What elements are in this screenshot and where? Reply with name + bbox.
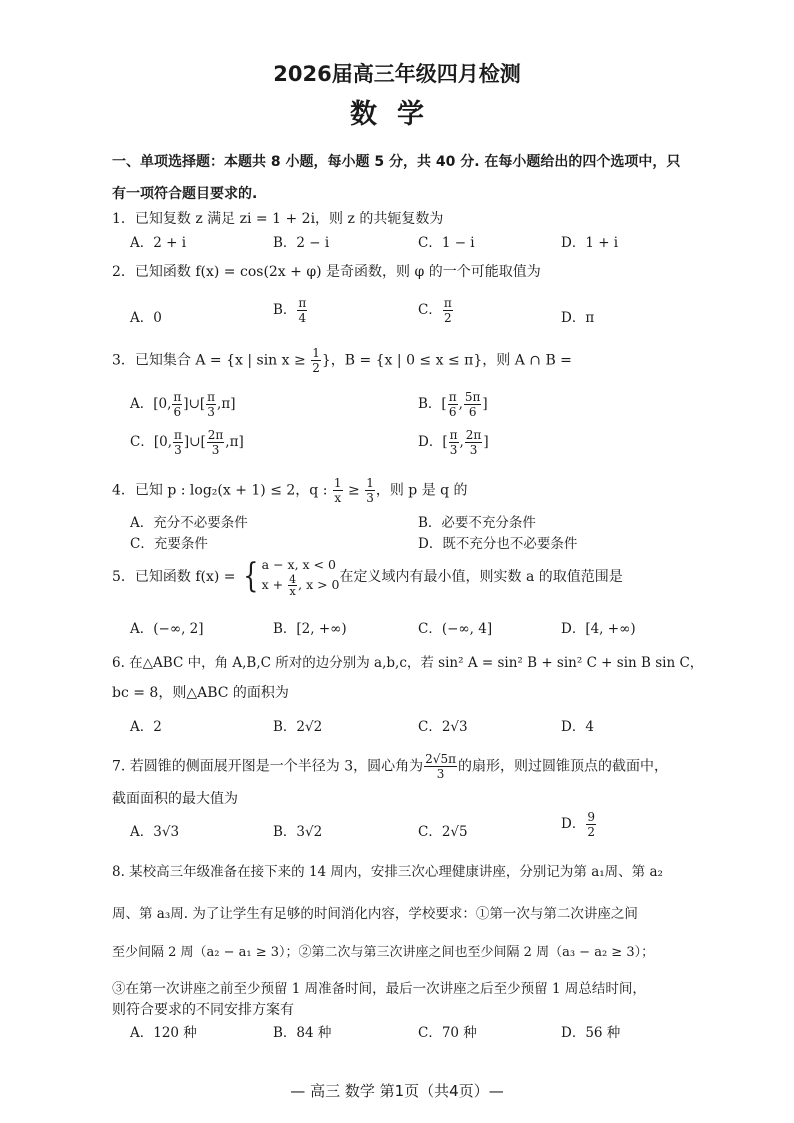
question-7-option-b: B．3√2 <box>273 824 323 840</box>
question-1-option-c: C．1 − i <box>418 235 475 251</box>
section-heading-line-2: 有一项符合题目要求的. <box>112 186 258 202</box>
option-label: B． <box>273 302 297 318</box>
question-8-option-b: B．84 种 <box>273 1025 332 1041</box>
question-2-option-a: A．0 <box>130 310 162 326</box>
question-8-line-3: 至少间隔 2 周（a₂ − a₁ ≥ 3）；②第二次与第三次讲座之间也至少间隔 2 周（a₃ − a₂ ≥ 3）； <box>112 945 655 960</box>
question-5-option-b: B．[2, +∞) <box>273 621 347 637</box>
question-8-line-2: 周、第 a₃周. 为了让学生有足够的时间消化内容，学校要求：①第一次与第二次讲座之间 <box>112 906 638 922</box>
fraction: $\frac{9}{2}$ <box>587 810 595 839</box>
piecewise-cases: a − x, x < 0 x + $\frac{4}{x}$ , x > 0 <box>261 557 340 598</box>
question-2-option-d: D．π <box>561 310 595 326</box>
question-8-option-c: C．70 种 <box>418 1025 477 1041</box>
question-8-line-4: ③在第一次讲座之前至少预留 1 周准备时间，最后一次讲座之后至少预留 1 周总结时间， <box>112 981 646 997</box>
question-2-stem: 2．已知函数 f(x) = cos(2x + φ) 是奇函数，则 φ 的一个可能取值为 <box>112 264 541 280</box>
question-1-option-b: B．2 − i <box>273 235 330 251</box>
piecewise-brace: { <box>243 556 259 596</box>
page-footer: — 高三 数学 第1页（共4页）— <box>290 1082 504 1100</box>
question-5-option-d: D．[4, +∞) <box>561 621 636 637</box>
question-3-stem: 3．已知集合 A = {x | sin x ≥ $\frac{1}{2}$ }，B = {x | 0 ≤ x ≤ π}，则 A ∩ B = <box>112 346 572 375</box>
question-4-option-d: D．既不充分也不必要条件 <box>418 536 578 552</box>
question-4-option-a: A．充分不必要条件 <box>130 515 248 531</box>
question-4-option-b: B．必要不充分条件 <box>418 515 536 531</box>
question-4-option-c: C．充要条件 <box>130 536 208 552</box>
question-8-line-1: 8. 某校高三年级准备在接下来的 14 周内，安排三次心理健康讲座，分别记为第 a₁周、第 a₂ <box>112 864 663 880</box>
question-3-option-b: B．[ $\frac{\pi}{6}$ , $\frac{5\pi}{6}$ ] <box>418 390 488 419</box>
fraction: $\frac{1}{2}$ <box>312 346 320 375</box>
question-5-stem: 5．已知函数 f(x) = { a − x, x < 0 x + $\frac{4}{x}$ , x > 0 在定义域内有最小值，则实数 a 的取值范围是 <box>112 556 623 598</box>
question-7-option-c: C．2√5 <box>418 824 468 840</box>
question-1-stem: 1．已知复数 z 满足 zi = 1 + 2i，则 z 的共轭复数为 <box>112 211 444 227</box>
question-8-option-a: A．120 种 <box>130 1025 197 1041</box>
question-6-option-a: A．2 <box>130 719 162 735</box>
subject-title: 数学 <box>350 99 444 130</box>
question-2-option-c <box>418 296 454 325</box>
exam-title: 2026届高三年级四月检测 <box>273 62 521 86</box>
question-2-option-b <box>273 296 308 325</box>
question-7-option-d: D． $\frac{9}{2}$ <box>561 810 595 839</box>
question-4-stem: 4．已知 p : log₂(x + 1) ≤ 2，q : $\frac{1}{x}$ ≥ $\frac{1}{3}$ ，则 p 是 q 的 <box>112 476 468 505</box>
fraction: $\frac{2√5\pi}{3}$ <box>425 752 456 781</box>
question-3-option-a: A．[0, $\frac{\pi}{6}$ ]∪[ $\frac{\pi}{3}$ ,π] <box>130 390 236 419</box>
question-6-stem-line-1: 6. 在△ABC 中，角 A,B,C 所对的边分别为 a,b,c，若 sin² A = sin² B + sin² C + sin B sin C， <box>112 655 704 671</box>
question-3-option-d: D．[ $\frac{\pi}{3}$ , $\frac{2\pi}{3}$ ] <box>418 428 489 457</box>
question-8-option-d: D．56 种 <box>561 1025 621 1041</box>
section-heading-line-1: 一、单项选择题：本题共 8 小题，每小题 5 分，共 40 分. 在每小题给出的四个选项中，只 <box>112 154 681 170</box>
question-5-option-a: A．(−∞, 2] <box>130 621 204 637</box>
question-6-option-c: C．2√3 <box>418 719 468 735</box>
question-7-stem-line-2: 截面面积的最大值为 <box>112 791 238 807</box>
question-7-stem-line-1: 7. 若圆锥的侧面展开图是一个半径为 3，圆心角为 $\frac{2√5\pi}{3}$ 的扇形，则过圆锥顶点的截面中， <box>112 752 668 781</box>
question-5-option-c: C．(−∞, 4] <box>418 621 493 637</box>
question-8-line-5: 则符合要求的不同安排方案有 <box>112 1002 294 1018</box>
fraction: $\frac{1}{3}$ <box>366 476 374 505</box>
fraction: $\frac{\pi}{4}$ <box>298 296 307 325</box>
fraction: $\frac{\pi}{2}$ <box>443 296 452 325</box>
fraction: $\frac{1}{x}$ <box>333 476 342 505</box>
question-1-option-a: A．2 + i <box>130 235 187 251</box>
question-7-option-a: A．3√3 <box>130 824 180 840</box>
option-label: C． <box>418 302 442 318</box>
question-6-option-d: D．4 <box>561 719 594 735</box>
question-1-option-d: D．1 + i <box>561 235 619 251</box>
question-6-option-b: B．2√2 <box>273 719 323 735</box>
question-3-option-c: C．[0, $\frac{\pi}{3}$ ]∪[ $\frac{2\pi}{3}$ ,π] <box>130 428 244 457</box>
question-6-stem-line-2: bc = 8，则△ABC 的面积为 <box>112 685 289 701</box>
